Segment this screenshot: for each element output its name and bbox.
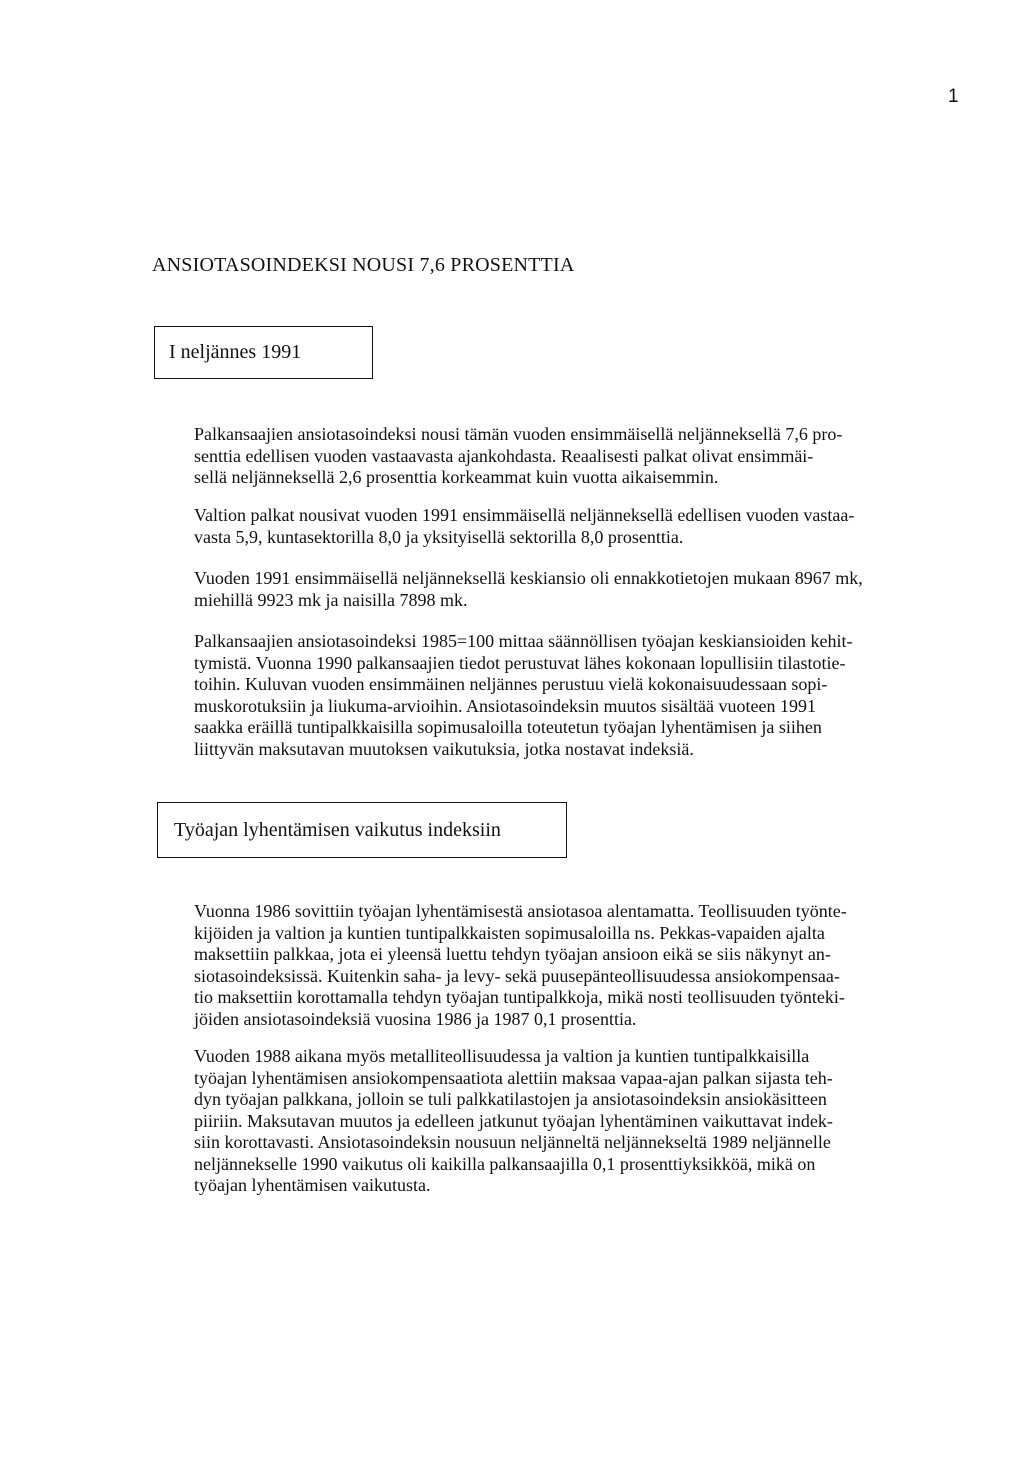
section-heading-text: Työajan lyhentämisen vaikutus indeksiin (174, 818, 501, 841)
text-line: senttia edellisen vuoden vastaavasta ajankohdasta. Reaalisesti palkat olivat ensimmäi- (194, 445, 814, 466)
text-line: toihin. Kuluvan vuoden ensimmäinen neljännes perustuu vielä kokonaisuudessaan sopi- (194, 674, 828, 694)
text-line: siotasoindeksissä. Kuitenkin saha- ja levy- sekä puusepänteollisuudessa ansiokompensaa- (194, 965, 840, 986)
text-line: Vuonna 1986 sovittiin työajan lyhentämisestä ansiotasoa alentamatta. Teollisuuden työnte- (194, 901, 847, 921)
text-line: jöiden ansiotasoindeksiä vuosina 1986 ja 1987 0,1 prosenttia. (194, 1008, 637, 1029)
paragraph-index-description (194, 631, 984, 760)
paragraph-1988-change (194, 1046, 984, 1197)
text-line: Palkansaajien ansiotasoindeksi 1985=100 mittaa säännöllisen työajan keskiansioiden kehit- (194, 631, 853, 651)
text-line: Palkansaajien ansiotasoindeksi nousi tämän vuoden ensimmäisellä neljänneksellä 7,6 pro- (194, 424, 843, 444)
text-line: saakka eräillä tuntipalkkaisilla sopimusaloilla toteutetun työajan lyhentämisen ja siihen (194, 717, 822, 737)
text-line: vasta 5,9, kuntasektorilla 8,0 ja yksityisellä sektorilla 8,0 prosenttia. (194, 526, 684, 547)
text-line: sellä neljänneksellä 2,6 prosenttia korkeammat kuin vuotta aikaisemmin. (194, 467, 719, 487)
text-line: tymistä. Vuonna 1990 palkansaajien tiedot perustuvat lähes kokonaan lopullisiin tilastotie- (194, 652, 846, 673)
text-line: siin korottavasti. Ansiotasoindeksin nousuun neljänneltä neljännekseltä 1989 neljännelle (194, 1132, 831, 1152)
paragraph-sector-wages (194, 505, 984, 548)
document-title: ANSIOTASOINDEKSI NOUSI 7,6 PROSENTTIA (152, 254, 575, 276)
paragraph-real-wages (194, 424, 984, 489)
section-heading-box-q1-1991 (154, 326, 373, 379)
text-line: tio maksettiin korottamalla tehdyn työajan tuntipalkkoja, mikä nosti teollisuuden työnteki- (194, 987, 845, 1007)
section-heading-text: I neljännes 1991 (169, 341, 302, 363)
paragraph-1986-reduction (194, 901, 984, 1030)
text-line: piiriin. Maksutavan muutos ja edelleen jatkunut työajan lyhentäminen vaikuttavat indek- (194, 1110, 833, 1131)
text-line: työajan lyhentämisen vaikutusta. (194, 1175, 431, 1195)
text-line: Vuoden 1988 aikana myös metalliteollisuudessa ja valtion ja kuntien tuntipalkkaisilla (194, 1046, 810, 1066)
section-heading-box-working-time (157, 802, 567, 858)
text-line: muskorotuksiin ja liukuma-arvioihin. Ansiotasoindeksin muutos sisältää vuoteen 1991 (194, 695, 816, 716)
text-line: työajan lyhentämisen ansiokompensaatiota alettiin maksaa vapaa-ajan palkan sijasta teh- (194, 1067, 833, 1088)
text-line: neljännekselle 1990 vaikutus oli kaikilla palkansaajilla 0,1 prosenttiyksikköä, mikä on (194, 1153, 816, 1174)
text-line: Vuoden 1991 ensimmäisellä neljänneksellä keskiansio oli ennakkotietojen mukaan 8967 mk, (194, 568, 863, 588)
page-number: 1 (948, 86, 959, 107)
text-line: kijöiden ja valtion ja kuntien tuntipalkkaisten sopimusaloilla ns. Pekkas-vapaiden ajalta (194, 922, 825, 943)
text-line: Valtion palkat nousivat vuoden 1991 ensimmäisellä neljänneksellä edellisen vuoden vastaa- (194, 505, 855, 525)
text-line: miehillä 9923 mk ja naisilla 7898 mk. (194, 589, 468, 610)
text-line: liittyvän maksutavan muutoksen vaikutuksia, jotka nostavat indeksiä. (194, 738, 694, 759)
text-line: maksettiin palkkaa, jota ei yleensä luettu tehdyn työajan ansioon eikä se siis näkynyt an- (194, 944, 831, 964)
paragraph-average-earnings (194, 568, 984, 611)
text-line: dyn työajan palkkana, jolloin se tuli palkkatilastojen ja ansiotasoindeksin ansiokäsitteen (194, 1089, 827, 1109)
